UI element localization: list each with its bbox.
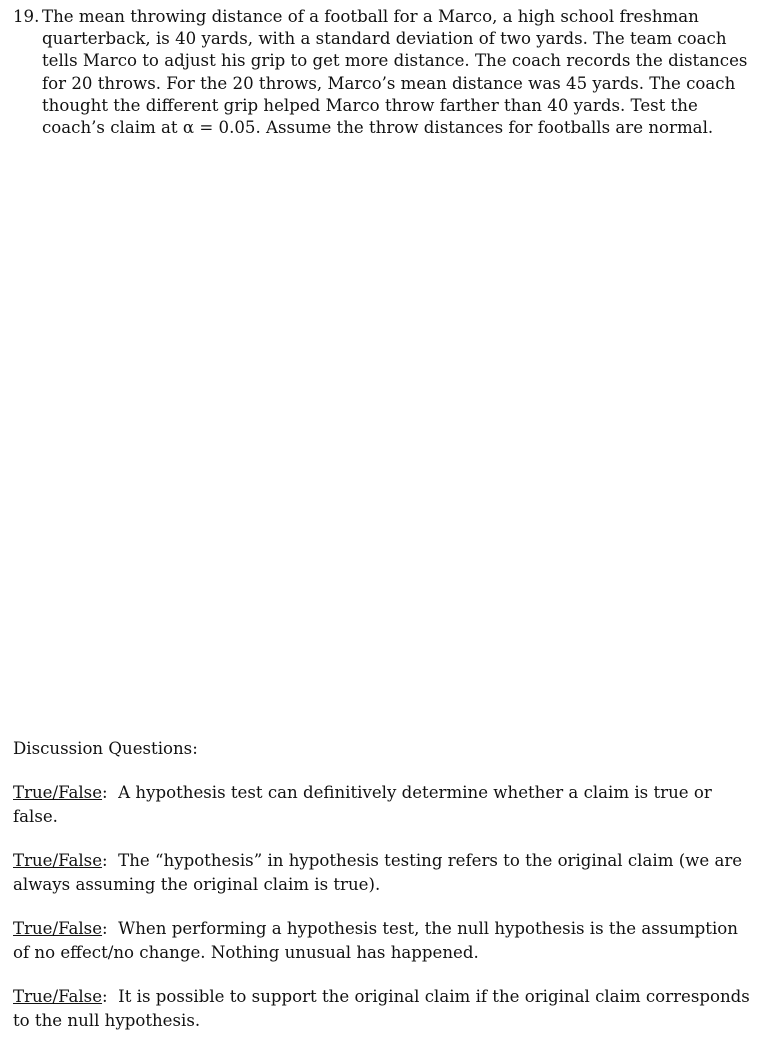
true-false-label: True/False bbox=[13, 987, 103, 1006]
problem-number: 19. bbox=[13, 7, 40, 26]
problem-text: The mean throwing distance of a football for a Marco, a high school freshman quarterback, is 40 yards, with a standard deviation of two yards. The team coach tells Marco to adjust his grip to get more distance. The coach records the distances for 20 throws. For the 20 throws, Marco’s mean distance was 45 yards. The coach thought the different grip helped Marco throw farther than 40 yards. Test the coach’s claim at α = 0.05. Assume the throw distances for footballs are normal. bbox=[42, 7, 748, 138]
question-text: It is possible to support the original claim if the original claim corresponds to the null hypothesis. bbox=[13, 987, 750, 1030]
question-text: When performing a hypothesis test, the null hypothesis is the assumption of no effect/no change. Nothing unusual has happened. bbox=[13, 919, 738, 962]
true-false-question-2 bbox=[13, 849, 758, 897]
discussion-heading: Discussion Questions: bbox=[13, 739, 198, 758]
true-false-question-4 bbox=[13, 985, 758, 1033]
label-separator: : bbox=[102, 919, 119, 938]
true-false-label: True/False bbox=[13, 783, 103, 802]
label-separator: : bbox=[102, 987, 119, 1006]
label-separator: : bbox=[102, 851, 119, 870]
true-false-label: True/False bbox=[13, 851, 103, 870]
question-text: The “hypothesis” in hypothesis testing refers to the original claim (we are always assuming the original claim is true). bbox=[13, 851, 743, 894]
true-false-label: True/False bbox=[13, 919, 103, 938]
question-text: A hypothesis test can definitively determine whether a claim is true or false. bbox=[13, 783, 712, 826]
true-false-question-1 bbox=[13, 781, 758, 829]
discussion-questions bbox=[13, 737, 758, 1053]
label-separator: : bbox=[102, 783, 119, 802]
true-false-question-3 bbox=[13, 917, 758, 965]
problem-19 bbox=[13, 6, 758, 139]
